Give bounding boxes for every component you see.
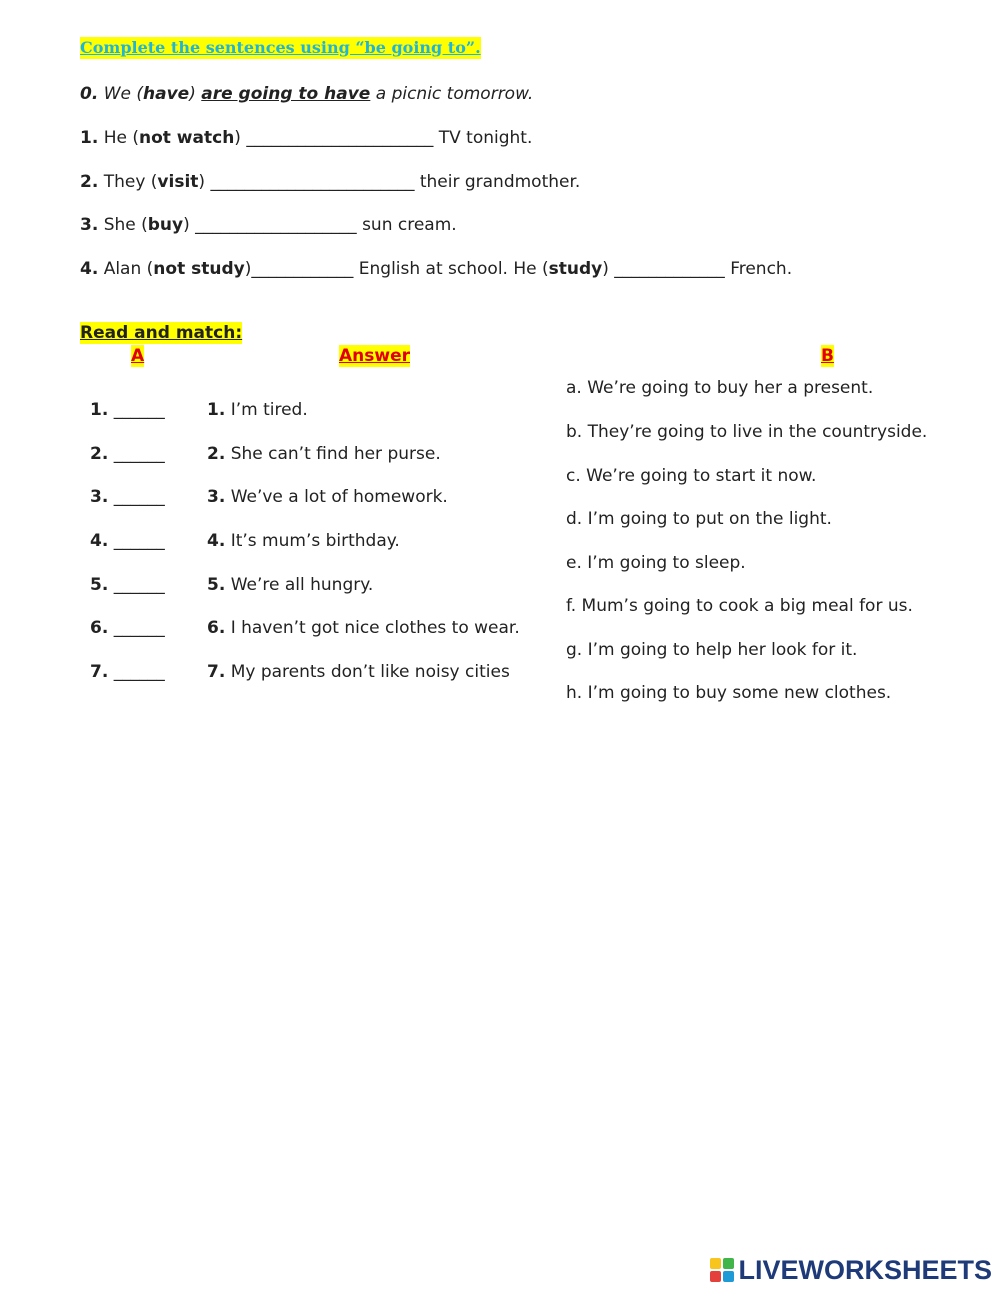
prompt-3: [207, 486, 448, 508]
example-pre: We (: [103, 84, 144, 104]
option-g: g. I’m going to help her look for it.: [566, 640, 858, 660]
prompt-4: [207, 530, 400, 552]
sentence-number: 3.: [80, 215, 99, 235]
sentence-number: 1.: [80, 128, 99, 148]
answer-blank[interactable]: ______: [113, 487, 165, 507]
option-b: b. They’re going to live in the countryside.: [566, 422, 928, 442]
sentence-pre: She (: [103, 215, 148, 235]
answer-blank[interactable]: ______: [113, 662, 165, 682]
prompt-7: [207, 661, 510, 683]
example-sentence: [80, 83, 533, 105]
answer-number: 7.: [90, 662, 109, 682]
sentence-1: [80, 127, 532, 149]
sentence-blank-rest[interactable]: ) ________________________ their grandmother.: [198, 172, 581, 192]
option-h: h. I’m going to buy some new clothes.: [566, 683, 892, 703]
prompt-text: I haven’t got nice clothes to wear.: [225, 618, 520, 638]
sentence-pre: They (: [103, 172, 158, 192]
answer-number: 5.: [90, 575, 109, 595]
prompt-number: 1.: [207, 400, 226, 420]
answer-row-7[interactable]: [90, 661, 165, 683]
answer-blank[interactable]: ______: [113, 618, 165, 638]
answer-row-3[interactable]: [90, 486, 165, 508]
prompt-number: 5.: [207, 575, 226, 595]
sentence-blank-rest[interactable]: ) ___________________ sun cream.: [183, 215, 457, 235]
prompt-text: She can’t find her purse.: [225, 444, 441, 464]
example-number: 0.: [80, 84, 99, 104]
prompt-number: 6.: [207, 618, 226, 638]
prompt-number: 4.: [207, 531, 226, 551]
prompt-1: [207, 399, 308, 421]
prompt-5: [207, 574, 373, 596]
sentence-number: 2.: [80, 172, 99, 192]
prompt-text: We’re all hungry.: [225, 575, 374, 595]
example-rest: a picnic tomorrow.: [370, 84, 534, 104]
sentence-verb-2: study: [548, 259, 603, 279]
answer-number: 1.: [90, 400, 109, 420]
answer-blank[interactable]: ______: [113, 575, 165, 595]
example-answer: are going to have: [201, 84, 371, 104]
option-d: d. I’m going to put on the light.: [566, 509, 832, 529]
liveworksheets-logo-icon: [710, 1258, 734, 1282]
sentence-2: [80, 171, 580, 193]
prompt-text: It’s mum’s birthday.: [225, 531, 400, 551]
prompt-text: We’ve a lot of homework.: [225, 487, 448, 507]
answer-row-2[interactable]: [90, 443, 165, 465]
sentence-pre: He (: [103, 128, 139, 148]
prompt-text: I’m tired.: [225, 400, 308, 420]
section2-title: Read and match:: [80, 323, 243, 343]
sentence-verb: buy: [147, 215, 184, 235]
answer-row-1[interactable]: [90, 399, 165, 421]
sentence-number: 4.: [80, 259, 99, 279]
answer-blank[interactable]: ______: [113, 400, 165, 420]
prompt-text: My parents don’t like noisy cities: [225, 662, 510, 682]
option-a: a. We’re going to buy her a present.: [566, 378, 874, 398]
sentence-blank-rest[interactable]: ) ______________________ TV tonight.: [234, 128, 533, 148]
answer-row-5[interactable]: [90, 574, 165, 596]
example-post: ): [189, 84, 202, 104]
prompt-6: [207, 617, 520, 639]
prompt-number: 7.: [207, 662, 226, 682]
prompt-number: 2.: [207, 444, 226, 464]
column-answer-header: Answer: [339, 346, 410, 366]
logo-text: LIVEWORKSHEETS: [738, 1254, 992, 1285]
answer-blank[interactable]: ______: [113, 531, 165, 551]
sentence-pre: Alan (: [103, 259, 154, 279]
liveworksheets-logo: [710, 1255, 992, 1285]
sentence-verb: visit: [157, 172, 199, 192]
example-verb: have: [143, 84, 190, 104]
sentence-3: [80, 214, 457, 236]
option-f: f. Mum’s going to cook a big meal for us.: [566, 596, 913, 616]
answer-number: 2.: [90, 444, 109, 464]
sentence-verb: not watch: [138, 128, 235, 148]
answer-blank[interactable]: ______: [113, 444, 165, 464]
prompt-number: 3.: [207, 487, 226, 507]
answer-row-6[interactable]: [90, 617, 165, 639]
option-c: c. We’re going to start it now.: [566, 466, 817, 486]
answer-row-4[interactable]: [90, 530, 165, 552]
option-e: e. I’m going to sleep.: [566, 553, 746, 573]
answer-number: 6.: [90, 618, 109, 638]
prompt-2: [207, 443, 441, 465]
answer-number: 4.: [90, 531, 109, 551]
column-b-header: B: [821, 346, 834, 366]
sentence-blank-rest[interactable]: ) _____________ French.: [602, 259, 793, 279]
sentence-verb: not study: [153, 259, 245, 279]
sentence-blank-mid[interactable]: )____________ English at school. He (: [244, 259, 549, 279]
answer-number: 3.: [90, 487, 109, 507]
section1-title: Complete the sentences using “be going to”.: [80, 38, 481, 57]
column-a-header: A: [131, 346, 145, 366]
sentence-4: [80, 258, 792, 280]
